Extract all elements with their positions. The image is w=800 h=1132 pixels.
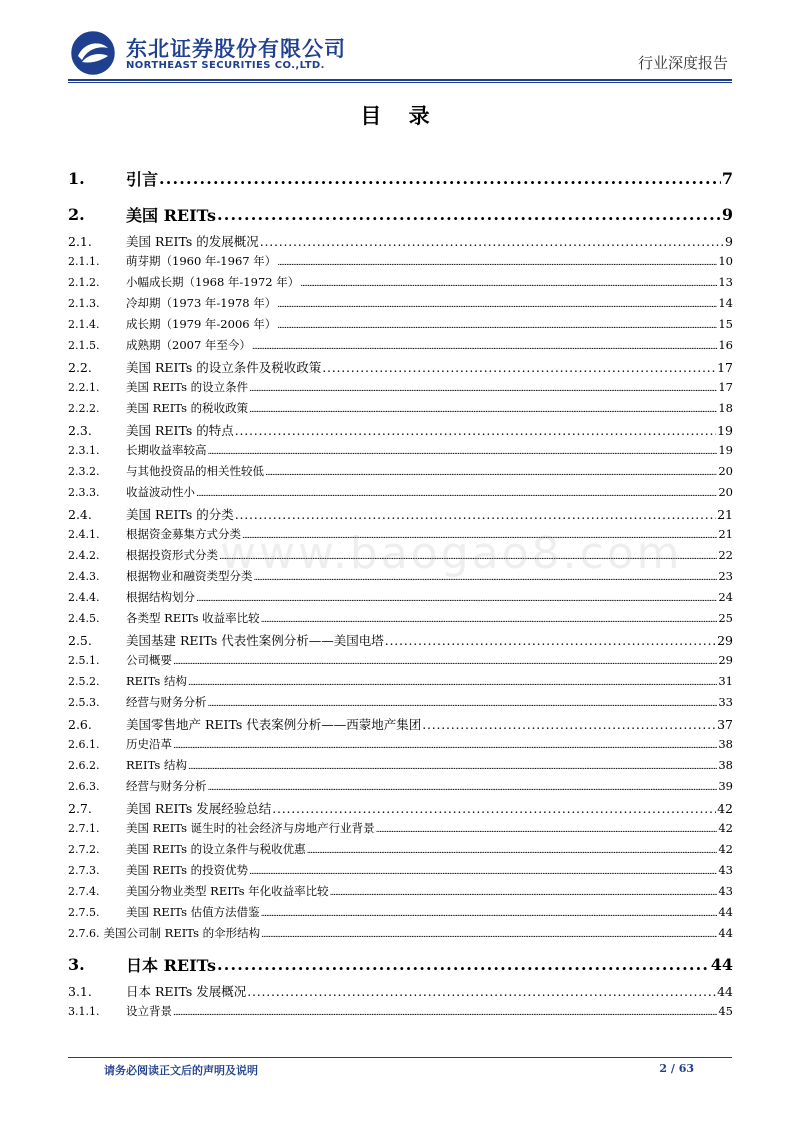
toc-entry-page: 15 [718,317,733,331]
toc-entry[interactable] [68,982,733,1003]
toc-leader-dots [277,254,717,268]
company-logo-icon [70,30,116,76]
toc-leader-dots [249,380,717,394]
toc-entry[interactable] [68,274,733,295]
toc-entry-number: 2.1.4. [68,318,100,331]
toc-entry-page: 38 [718,758,733,772]
toc-entry[interactable] [68,736,733,757]
toc-entry-page: 39 [718,779,733,793]
toc-entry[interactable] [68,253,733,274]
toc-entry-number: 2.7.5. [68,906,100,919]
toc-entry-page: 16 [718,338,733,352]
toc-leader-dots [330,884,718,898]
toc-leader-dots [242,527,717,541]
toc-entry-page: 44 [717,984,733,999]
toc-entry-number: 2.5.1. [68,654,100,667]
toc-entry[interactable] [68,673,733,694]
toc-entry-title: 经营与财务分析 [126,779,207,793]
toc-entry-number: 2.2. [68,360,92,375]
toc-entry-title: 成长期（1979 年-2006 年） [126,317,277,331]
toc-entry-page: 37 [717,717,733,732]
toc-entry-number: 3.1. [68,984,92,999]
toc-entry-number: 3.1.1. [68,1005,100,1018]
toc-entry-page: 9 [725,234,733,249]
toc-leader-dots [385,633,716,648]
page-header [0,0,800,80]
toc-entry-number: 2.5.2. [68,675,100,688]
toc-entry-page: 10 [718,254,733,268]
toc-entry-page: 19 [718,443,733,457]
toc-leader-dots [217,955,710,974]
toc-entry-title: 萌芽期（1960 年-1967 年） [126,254,277,268]
toc-entry-title: 美国 REITs 发展经验总结 [126,801,272,816]
toc-entry-title: REITs 结构 [126,758,187,772]
toc-leader-dots [173,737,717,751]
toc-entry-number: 2.4.1. [68,528,100,541]
toc-leader-dots [265,464,717,478]
toc-entry-title: 根据结构划分 [126,590,195,604]
toc-entry-number: 2.6. [68,717,92,732]
toc-leader-dots [261,611,718,625]
toc-entry[interactable] [68,484,733,505]
toc-leader-dots [261,905,718,919]
toc-entry[interactable] [68,463,733,484]
toc-entry-title: 引言 [126,169,159,189]
toc-entry-title: 成熟期（2007 年至今） [126,338,251,352]
toc-entry-page: 20 [718,485,733,499]
toc-leader-dots [196,485,717,499]
toc-entry-page: 38 [718,737,733,751]
watermark: www.baogao8.com [220,528,683,579]
toc-entry-page: 17 [717,360,733,375]
toc-entry-page: 42 [717,801,733,816]
toc-entry-page: 21 [717,507,733,522]
toc-entry-number: 2.7.6. [68,927,100,940]
toc-leader-dots [272,801,716,816]
toc-entry-page: 13 [718,275,733,289]
toc-entry-page: 43 [718,863,733,877]
toc-title: 目 录 [360,103,440,128]
toc-entry-page: 44 [710,954,733,974]
toc-entry-title: 历史沿革 [126,737,172,751]
toc-entry-number: 2.3.2. [68,465,100,478]
toc-leader-dots [252,338,717,352]
toc-entry-title: 公司概要 [126,653,172,667]
toc-entry[interactable] [68,337,733,358]
toc-entry-title: 日本 REITs 发展概况 [126,984,247,999]
toc-entry[interactable] [68,883,733,904]
toc-entry[interactable] [68,715,733,736]
footer-page-indicator: 2 / 63 [659,1062,694,1075]
toc-entry-number: 2.4.2. [68,549,100,562]
toc-entry[interactable] [68,160,733,196]
toc-leader-dots [300,275,717,289]
toc-entry-title: 美国 REITs 的特点 [126,423,234,438]
toc-entry[interactable] [68,946,733,982]
toc-entry-title: 美国 REITs 估值方法借鉴 [126,905,260,919]
toc-entry-title: 美国 REITs 诞生时的社会经济与房地产行业背景 [126,821,375,835]
toc-entry-title: 美国 REITs 的分类 [126,507,234,522]
toc-leader-dots [249,401,717,415]
toc-leader-dots [322,360,716,375]
toc-entry-title: 美国 REITs 的设立条件 [126,380,249,394]
toc-entry-title: 根据投资形式分类 [126,548,218,562]
toc-entry-title: 冷却期（1973 年-1978 年） [126,296,277,310]
toc-leader-dots [196,590,717,604]
toc-entry-title: 长期收益率较高 [126,443,207,457]
header-divider-thin [68,82,732,83]
toc-entry[interactable] [68,442,733,463]
table-of-contents [68,160,733,1024]
toc-entry-page: 22 [718,548,733,562]
toc-entry-title: 根据资金募集方式分类 [126,527,241,541]
toc-entry-title: 美国 REITs [126,205,216,225]
toc-entry[interactable] [68,589,733,610]
toc-entry-number: 2.3.1. [68,444,100,457]
toc-leader-dots [235,423,716,438]
toc-entry-number: 2.7.2. [68,843,100,856]
toc-entry[interactable] [68,358,733,379]
toc-leader-dots [254,569,718,583]
toc-entry-title: 美国公司制 REITs 的伞形结构 [103,926,261,940]
toc-leader-dots [247,984,716,999]
toc-entry-page: 18 [718,401,733,415]
toc-entry-page: 42 [718,821,733,835]
toc-leader-dots [173,653,717,667]
toc-leader-dots [249,863,717,877]
toc-entry-title: 美国 REITs 的发展概况 [126,234,259,249]
toc-entry-title: 美国 REITs 的税收政策 [126,401,249,415]
toc-leader-dots [277,296,717,310]
toc-entry[interactable] [68,799,733,820]
toc-entry-title: REITs 结构 [126,674,187,688]
report-type-label: 行业深度报告 [637,54,728,72]
toc-leader-dots [235,507,716,522]
toc-entry-title: 与其他投资品的相关性较低 [126,464,264,478]
toc-leader-dots [159,169,721,188]
toc-entry-number: 2.2.1. [68,381,100,394]
toc-entry-number: 2.7.4. [68,885,100,898]
toc-leader-dots [277,317,717,331]
toc-leader-dots [260,234,724,249]
toc-entry-number: 2.4.4. [68,591,100,604]
toc-entry-page: 33 [718,695,733,709]
toc-entry-title: 经营与财务分析 [126,695,207,709]
toc-entry[interactable] [68,757,733,778]
toc-entry-title: 根据物业和融资类型分类 [126,569,253,583]
toc-entry-page: 19 [717,423,733,438]
toc-entry-page: 44 [718,926,733,940]
toc-entry-number: 2.6.3. [68,780,100,793]
toc-entry[interactable] [68,316,733,337]
toc-entry-page: 24 [718,590,733,604]
toc-entry[interactable] [68,568,733,589]
toc-entry[interactable] [68,547,733,568]
toc-entry-page: 44 [718,905,733,919]
toc-entry[interactable] [68,196,733,232]
toc-entry[interactable] [68,379,733,400]
toc-entry-number: 2.5. [68,633,92,648]
footer-divider [68,1057,732,1058]
toc-entry-number: 2.2.2. [68,402,100,415]
toc-entry[interactable] [68,904,733,925]
toc-leader-dots [219,548,717,562]
toc-entry-number: 1. [68,168,85,188]
toc-entry[interactable] [68,778,733,799]
company-name-en: NORTHEAST SECURITIES CO.,LTD. [126,60,325,71]
toc-leader-dots [307,842,718,856]
toc-entry-page: 29 [717,633,733,648]
toc-entry[interactable] [68,232,733,253]
toc-entry[interactable] [68,862,733,883]
toc-entry-title: 美国分物业类型 REITs 年化收益率比较 [126,884,329,898]
toc-entry-number: 2.3. [68,423,92,438]
toc-entry[interactable] [68,841,733,862]
toc-entry-number: 2.1.3. [68,297,100,310]
toc-entry-page: 21 [718,527,733,541]
toc-entry-number: 2.4.3. [68,570,100,583]
toc-entry-title: 美国零售地产 REITs 代表案例分析——西蒙地产集团 [126,717,422,732]
toc-entry-page: 14 [718,296,733,310]
toc-entry[interactable] [68,526,733,547]
toc-entry-number: 2.7. [68,801,92,816]
header-divider [68,79,732,81]
toc-entry-number: 2.7.1. [68,822,100,835]
toc-entry-title: 美国 REITs 的投资优势 [126,863,249,877]
toc-entry-title: 美国基建 REITs 代表性案例分析——美国电塔 [126,633,384,648]
toc-entry-number: 2.3.3. [68,486,100,499]
toc-entry-page: 43 [718,884,733,898]
toc-entry-page: 42 [718,842,733,856]
toc-leader-dots [217,205,721,224]
toc-leader-dots [188,674,717,688]
toc-entry[interactable] [68,652,733,673]
toc-leader-dots [173,1004,717,1018]
toc-entry[interactable] [68,505,733,526]
toc-entry-page: 9 [721,204,733,224]
company-name-cn: 东北证券股份有限公司 [126,37,346,61]
toc-entry-title: 小幅成长期（1968 年-1972 年） [126,275,300,289]
toc-leader-dots [376,821,718,835]
toc-entry-title: 美国 REITs 的设立条件与税收优惠 [126,842,306,856]
toc-entry-page: 23 [718,569,733,583]
toc-entry[interactable] [68,1003,733,1024]
toc-entry-page: 20 [718,464,733,478]
toc-entry-title: 设立背景 [126,1004,172,1018]
toc-entry-number: 2.4.5. [68,612,100,625]
toc-entry-title: 美国 REITs 的设立条件及税收政策 [126,360,322,375]
toc-leader-dots [188,758,717,772]
toc-entry-number: 2.1.5. [68,339,100,352]
toc-leader-dots [208,443,718,457]
toc-entry-number: 2.5.3. [68,696,100,709]
toc-leader-dots [422,717,716,732]
toc-entry[interactable] [68,421,733,442]
toc-leader-dots [208,779,718,793]
toc-entry-page: 29 [718,653,733,667]
toc-entry-number: 2.1.1. [68,255,100,268]
toc-entry[interactable] [68,295,733,316]
toc-entry-number: 2.6.1. [68,738,100,751]
toc-entry[interactable] [68,400,733,421]
toc-entry-number: 2.7.3. [68,864,100,877]
toc-entry-title: 各类型 REITs 收益率比较 [126,611,260,625]
toc-entry-title: 日本 REITs [126,955,216,975]
toc-leader-dots [208,695,718,709]
toc-entry-number: 2.1. [68,234,92,249]
toc-entry-number: 2.1.2. [68,276,100,289]
footer-disclaimer: 请务必阅读正文后的声明及说明 [104,1064,258,1077]
toc-entry-page: 31 [718,674,733,688]
toc-entry[interactable] [68,610,733,631]
toc-entry-title: 收益波动性小 [126,485,195,499]
toc-entry-page: 25 [718,611,733,625]
toc-entry-number: 2.6.2. [68,759,100,772]
toc-leader-dots [261,926,717,940]
toc-entry-page: 7 [721,168,733,188]
toc-entry-page: 17 [718,380,733,394]
toc-entry[interactable] [68,631,733,652]
toc-entry[interactable] [68,694,733,715]
toc-entry-number: 2. [68,204,85,224]
toc-entry[interactable] [68,820,733,841]
toc-entry[interactable] [68,925,733,946]
toc-entry-page: 45 [718,1004,733,1018]
toc-entry-number: 3. [68,954,85,974]
toc-entry-number: 2.4. [68,507,92,522]
